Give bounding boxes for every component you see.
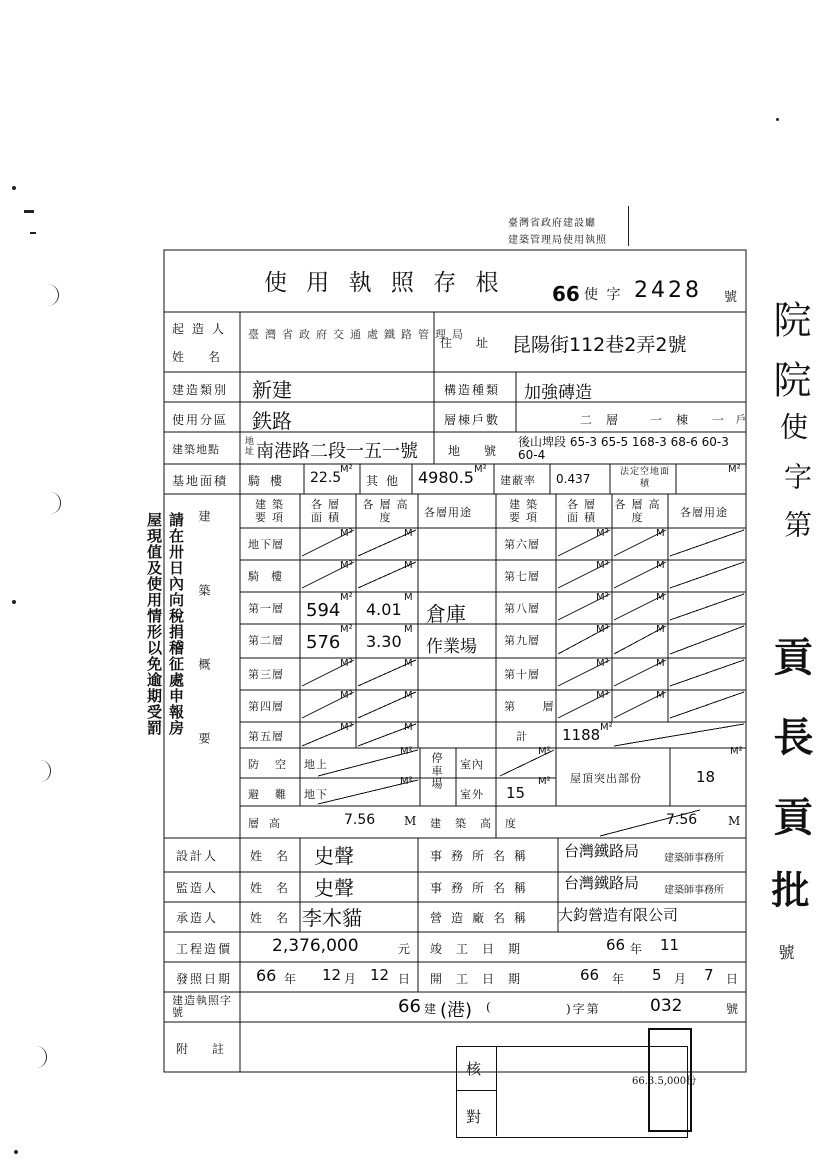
print-run: 66.3.5,000份 — [632, 1076, 697, 1087]
cost-unit: 元 — [398, 942, 413, 956]
supervisor-suffix: 建築師事務所 — [664, 885, 724, 896]
row-arcade-label: 騎樓 — [248, 570, 294, 583]
applicant-address: 昆陽街112巷2弄2號 — [512, 334, 687, 356]
shelter-above: 地上 — [304, 758, 328, 771]
cost-label: 工程造價 — [176, 942, 233, 956]
site-address: 南港路二段一五一號 — [256, 441, 418, 462]
supervisor-office: 台灣鐵路局 — [564, 874, 640, 892]
parking-unit-in: M² — [538, 746, 551, 757]
other-label: 其他 — [366, 474, 407, 488]
row-8f-label: 第八層 — [504, 602, 540, 615]
arcade-value: 22.5 — [310, 470, 342, 486]
permit-year: 66 — [552, 282, 580, 306]
unit-height: M — [404, 528, 413, 539]
row-nf-label: 第 層 — [504, 700, 566, 713]
right-edge-stamp: 第 — [780, 510, 813, 538]
other-value: 4980.5 — [418, 468, 474, 487]
permit-label: 建造執照字號 — [172, 994, 232, 1019]
row-2f-height: 3.30 — [366, 632, 402, 651]
designer-label: 設計人 — [176, 849, 219, 863]
right-edge-stamp: 院 — [767, 300, 811, 338]
right-edge-stamp: 字 — [780, 462, 813, 490]
parking-label: 停車場 — [430, 752, 443, 791]
shelter-below: 地下 — [304, 788, 328, 801]
shelter-label-a: 防空 — [248, 758, 302, 771]
done-y: 年 — [630, 942, 645, 956]
unit-area: M² — [340, 592, 353, 603]
floors-value: 二 — [580, 413, 595, 427]
left-header-height: 各層高度 — [362, 498, 414, 524]
scan-mark — [40, 492, 61, 514]
usage-label: 使用分區 — [172, 413, 229, 427]
scan-dot — [12, 186, 16, 190]
row-6f-label: 第六層 — [504, 538, 540, 551]
left-header-area: 各層面積 — [311, 498, 345, 524]
top-stamp-line2: 建築管理局使用執照 — [508, 235, 607, 246]
bldg-height-value: 7.56 — [666, 812, 698, 828]
review-b: 對 — [466, 1108, 484, 1126]
unit-area: M² — [596, 658, 609, 669]
parking-outdoor: 室外 — [460, 788, 484, 801]
row-2f-label: 第二層 — [248, 634, 284, 647]
row-1f-label: 第一層 — [248, 602, 284, 615]
roof-label: 屋頂突出部份 — [570, 772, 642, 785]
right-header-item: 建築要項 — [509, 498, 543, 524]
households-value: 一 — [712, 413, 727, 427]
row-9f-label: 第九層 — [504, 634, 540, 647]
scan-mark — [24, 210, 34, 213]
permit-prefix: 使 字 — [584, 287, 623, 303]
issue-label: 發照日期 — [176, 972, 233, 986]
contractor-name-label: 姓名 — [250, 911, 303, 925]
row-7f-label: 第七層 — [504, 570, 540, 583]
buildings-unit: 棟 — [676, 413, 691, 427]
unit-area: M² — [596, 528, 609, 539]
roof-value: 18 — [696, 768, 716, 786]
done-year: 66 — [606, 936, 626, 954]
unit-area: M² — [596, 624, 609, 635]
arcade-label: 騎樓 — [248, 474, 293, 488]
lot-label: 地號 — [448, 444, 521, 458]
floor-height-unit: M — [404, 814, 419, 828]
right-edge-stamp: 貢 — [767, 796, 814, 836]
issue-month: 12 — [322, 966, 342, 984]
scan-dot — [12, 600, 16, 604]
right-edge-stamp: 院 — [767, 360, 811, 398]
right-edge-stamp: 使 — [776, 412, 809, 440]
supervisor-name-label: 姓名 — [250, 881, 303, 895]
unit-area: M² — [340, 560, 353, 571]
site-addr-small: 地址 — [243, 436, 253, 456]
unit-area: M² — [340, 722, 353, 733]
permit-place: (港) — [440, 1000, 473, 1021]
start-y: 年 — [612, 972, 627, 986]
right-header-use: 各層用途 — [680, 506, 728, 519]
contractor-firm-label: 營造廠名稱 — [430, 911, 536, 925]
unit-height: M — [404, 722, 413, 733]
issue-m: 月 — [344, 972, 359, 986]
row-4f-label: 第四層 — [248, 700, 284, 713]
form-title: 使 用 執 照 存 根 — [264, 270, 505, 296]
unit-height: M — [404, 624, 413, 635]
arcade-unit: M² — [340, 464, 353, 475]
floor-height-value: 7.56 — [344, 812, 376, 828]
issue-d: 日 — [398, 972, 413, 986]
unit-area: M² — [600, 722, 613, 733]
shelter-label-b: 避難 — [248, 788, 302, 801]
row-basement-label: 地下層 — [248, 538, 284, 551]
building-type-value: 新建 — [252, 378, 292, 402]
unit-area: M² — [596, 560, 609, 571]
right-header-height: 各層高度 — [614, 498, 666, 524]
unit-area: M² — [340, 528, 353, 539]
buildings-value: 一 — [650, 413, 665, 427]
left-header-use: 各層用途 — [424, 506, 472, 519]
left-note-col1: 請在卅日內向稅捐稽征處申報房 — [167, 512, 185, 736]
right-header-area: 各層面積 — [567, 498, 601, 524]
supervisor-name: 史聲 — [314, 876, 354, 900]
applicant-value: 臺灣省政府交通處鐵路管理局 — [248, 328, 469, 341]
parking-outdoor-value: 15 — [506, 784, 526, 802]
scan-mark — [30, 760, 51, 782]
coverage-value: 0.437 — [556, 472, 591, 486]
area-label: 基地面積 — [172, 474, 229, 488]
row-1f-height: 4.01 — [366, 600, 402, 619]
designer-name: 史聲 — [314, 844, 354, 868]
floor-group-label: 建築概要 — [197, 510, 211, 806]
scan-dot — [14, 1150, 18, 1154]
designer-suffix: 建築師事務所 — [664, 853, 724, 864]
supervisor-office-label: 事務所名稱 — [430, 881, 536, 895]
scan-mark — [36, 284, 59, 306]
start-d: 日 — [726, 972, 741, 986]
issue-y: 年 — [284, 972, 299, 986]
open-space-label: 法定空地面積 — [619, 467, 670, 489]
unit-height: M — [656, 592, 665, 603]
start-month: 5 — [652, 966, 662, 984]
floors-label: 層棟戶數 — [444, 413, 501, 427]
row-1f-area: 594 — [306, 600, 341, 621]
remarks-label: 附註 — [176, 1042, 249, 1056]
top-stamp-line1: 臺灣省政府建設廳 — [508, 218, 596, 229]
designer-office: 台灣鐵路局 — [564, 842, 640, 860]
start-label: 開工日期 — [430, 972, 535, 986]
start-day: 7 — [704, 966, 714, 984]
shelter-unit-above: M² — [400, 746, 413, 757]
row-10f-label: 第十層 — [504, 668, 540, 681]
permit-number-value: 032 — [650, 996, 683, 1016]
building-type-label: 建造類別 — [172, 383, 229, 397]
permit-suffix: 號 — [724, 290, 740, 305]
open-space-unit: M² — [728, 464, 741, 475]
unit-height: M — [656, 658, 665, 669]
right-edge-stamp: 貢 — [767, 636, 814, 676]
other-unit: M² — [474, 464, 487, 475]
unit-height: M — [656, 528, 665, 539]
parking-unit-out: M² — [538, 776, 551, 787]
permit-year-value: 66 — [398, 996, 421, 1017]
parking-indoor: 室內 — [460, 758, 484, 771]
bldg-height-label: 建築高度 — [430, 817, 530, 830]
unit-height: M — [404, 690, 413, 701]
permit-number: 2428 — [634, 278, 702, 303]
unit-height: M — [404, 560, 413, 571]
done-month: 11 — [660, 936, 680, 954]
unit-height: M — [404, 592, 413, 603]
review-a: 核 — [466, 1060, 484, 1078]
unit-height: M — [404, 658, 413, 669]
issue-day: 12 — [370, 966, 390, 984]
unit-height: M — [656, 560, 665, 571]
bldg-height-unit: M — [728, 814, 743, 828]
start-m: 月 — [674, 972, 689, 986]
scan-mark — [26, 1046, 47, 1068]
contractor-firm: 大鈞營造有限公司 — [558, 906, 679, 924]
address-label: 住址 — [440, 336, 513, 350]
contractor-label: 承造人 — [176, 911, 219, 925]
usage-value: 鉄路 — [252, 409, 292, 433]
floors-unit: 層 — [606, 413, 621, 427]
permit-char: 建 — [424, 1002, 439, 1016]
unit-area: M² — [340, 690, 353, 701]
applicant-label-bottom: 姓名 — [172, 350, 245, 364]
supervisor-label: 監造人 — [176, 881, 219, 895]
row-2f-area: 576 — [306, 632, 341, 653]
cost-value: 2,376,000 — [272, 936, 359, 956]
unit-area: M² — [340, 658, 353, 669]
applicant-label-top: 起造人 — [172, 322, 233, 336]
right-edge-stamp: 批 — [765, 870, 810, 908]
scan-mark — [30, 232, 36, 234]
unit-area: M² — [596, 592, 609, 603]
contractor-name: 李木貓 — [302, 906, 362, 930]
left-header-item: 建築要項 — [255, 498, 289, 524]
unit-height: M — [656, 624, 665, 635]
issue-year: 66 — [256, 966, 277, 985]
row-2f-use: 作業場 — [426, 637, 477, 657]
scan-dot — [776, 118, 779, 121]
start-year: 66 — [580, 966, 600, 984]
roof-unit: M² — [730, 746, 743, 757]
done-label: 竣工日期 — [430, 942, 535, 956]
permit-zi: )字第 — [566, 1002, 601, 1016]
review-vline — [496, 1046, 497, 1136]
total-area: 1188 — [562, 726, 601, 744]
households-unit: 戶 — [736, 415, 748, 426]
row-5f-label: 第五層 — [248, 730, 284, 743]
site-label: 建築地點 — [172, 443, 220, 456]
right-edge-stamp: 號 — [776, 944, 795, 960]
floor-height-label: 層高 — [248, 817, 290, 830]
row-total-label: 計 — [516, 730, 529, 743]
unit-area: M² — [340, 624, 353, 635]
unit-area: M² — [596, 690, 609, 701]
designer-name-label: 姓名 — [250, 849, 303, 863]
row-1f-use: 倉庫 — [426, 602, 466, 626]
review-divider — [456, 1090, 496, 1091]
lot-value: 後山埤段 65-3 65-5 168-3 68-6 60-3 60-4 — [518, 435, 729, 462]
shelter-unit-below: M² — [400, 776, 413, 787]
unit-height: M — [656, 690, 665, 701]
designer-office-label: 事務所名稱 — [430, 849, 536, 863]
row-3f-label: 第三層 — [248, 668, 284, 681]
left-note-col2: 屋現值及使用情形以免逾期受罰 — [145, 512, 163, 736]
coverage-label: 建蔽率 — [500, 474, 536, 487]
permit-paren: ( — [486, 1000, 493, 1014]
right-edge-stamp: 長 — [767, 716, 814, 756]
permit-no-suffix: 號 — [726, 1002, 741, 1016]
structure-label: 構造種類 — [444, 383, 501, 397]
structure-value: 加強磚造 — [524, 383, 592, 403]
